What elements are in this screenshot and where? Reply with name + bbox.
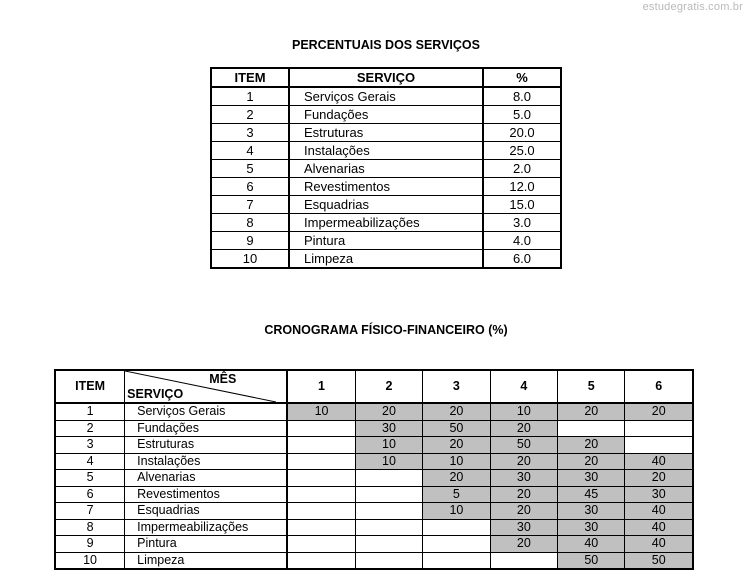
table-row <box>211 106 561 124</box>
schedule-cell-month-1 <box>287 536 355 553</box>
watermark-text: estudegratis.com.br <box>642 1 743 13</box>
table-row <box>211 87 561 106</box>
schedule-row-item: 8 <box>55 519 125 536</box>
schedule-cell-month-2 <box>355 536 422 553</box>
schedule-cell-month-4: 20 <box>490 536 557 553</box>
schedule-cell-month-1 <box>287 519 355 536</box>
schedule-cell-month-5: 30 <box>558 519 625 536</box>
row-percent: 2.0 <box>483 160 561 178</box>
schedule-cell-month-3 <box>423 536 490 553</box>
table-row <box>55 519 693 536</box>
row-percent: 6.0 <box>483 250 561 269</box>
schedule-cell-month-1 <box>287 453 355 470</box>
schedule-cell-month-1 <box>287 552 355 569</box>
schedule-cell-month-6: 20 <box>625 470 693 487</box>
row-service: Instalações <box>289 142 483 160</box>
header-percent: % <box>483 68 561 87</box>
schedule-header-month-service <box>125 370 288 403</box>
schedule-row-service: Revestimentos <box>125 486 288 503</box>
schedule-cell-month-3: 20 <box>423 437 490 454</box>
schedule-cell-month-2: 10 <box>355 453 422 470</box>
row-service: Alvenarias <box>289 160 483 178</box>
schedule-cell-month-5 <box>558 420 625 437</box>
row-service: Esquadrias <box>289 196 483 214</box>
table-row <box>211 232 561 250</box>
row-percent: 8.0 <box>483 87 561 106</box>
schedule-cell-month-4: 20 <box>490 486 557 503</box>
schedule-cell-month-4: 50 <box>490 437 557 454</box>
schedule-cell-month-6: 20 <box>625 403 693 420</box>
schedule-cell-month-3: 20 <box>423 403 490 420</box>
row-percent: 20.0 <box>483 124 561 142</box>
schedule-row-service: Estruturas <box>125 437 288 454</box>
schedule-row-service: Pintura <box>125 536 288 553</box>
schedule-cell-month-3: 10 <box>423 503 490 520</box>
schedule-row-item: 10 <box>55 552 125 569</box>
services-percent-table <box>210 67 562 269</box>
schedule-cell-month-2 <box>355 519 422 536</box>
schedule-row-item: 9 <box>55 536 125 553</box>
schedule-cell-month-6: 40 <box>625 536 693 553</box>
schedule-row-item: 3 <box>55 437 125 454</box>
schedule-row-item: 4 <box>55 453 125 470</box>
header-service-label: SERVIÇO <box>127 387 184 401</box>
schedule-row-service: Esquadrias <box>125 503 288 520</box>
table-row <box>55 403 693 420</box>
schedule-cell-month-3: 5 <box>423 486 490 503</box>
schedule-row-service: Alvenarias <box>125 470 288 487</box>
schedule-cell-month-5: 30 <box>558 503 625 520</box>
schedule-table-body <box>55 403 693 569</box>
schedule-cell-month-5: 30 <box>558 470 625 487</box>
row-item: 7 <box>211 196 289 214</box>
row-percent: 25.0 <box>483 142 561 160</box>
schedule-cell-month-3: 50 <box>423 420 490 437</box>
table-row <box>55 536 693 553</box>
schedule-cell-month-1 <box>287 486 355 503</box>
schedule-cell-month-4: 30 <box>490 519 557 536</box>
row-item: 2 <box>211 106 289 124</box>
row-item: 9 <box>211 232 289 250</box>
table-row <box>211 250 561 269</box>
schedule-cell-month-1 <box>287 420 355 437</box>
row-item: 8 <box>211 214 289 232</box>
schedule-cell-month-1 <box>287 470 355 487</box>
schedule-cell-month-6: 40 <box>625 503 693 520</box>
schedule-cell-month-5: 40 <box>558 536 625 553</box>
schedule-cell-month-4: 30 <box>490 470 557 487</box>
month-header-4: 4 <box>490 370 557 403</box>
schedule-table-header <box>55 370 693 403</box>
row-percent: 15.0 <box>483 196 561 214</box>
row-percent: 5.0 <box>483 106 561 124</box>
table-row <box>211 196 561 214</box>
table-row <box>55 503 693 520</box>
schedule-cell-month-3 <box>423 552 490 569</box>
month-header-2: 2 <box>355 370 422 403</box>
schedule-cell-month-2: 20 <box>355 403 422 420</box>
schedule-cell-month-6: 40 <box>625 453 693 470</box>
services-table-header <box>211 68 561 87</box>
table-row <box>55 552 693 569</box>
schedule-cell-month-2 <box>355 486 422 503</box>
row-percent: 3.0 <box>483 214 561 232</box>
schedule-cell-month-6: 50 <box>625 552 693 569</box>
row-item: 6 <box>211 178 289 196</box>
table-row <box>211 178 561 196</box>
table-row <box>211 142 561 160</box>
schedule-cell-month-4 <box>490 552 557 569</box>
month-header-1: 1 <box>287 370 355 403</box>
table-row <box>55 437 693 454</box>
schedule-table <box>54 369 694 570</box>
month-header-6: 6 <box>625 370 693 403</box>
schedule-cell-month-6: 30 <box>625 486 693 503</box>
schedule-cell-month-4: 10 <box>490 403 557 420</box>
row-item: 4 <box>211 142 289 160</box>
schedule-cell-month-4: 20 <box>490 420 557 437</box>
schedule-row-service: Impermeabilizações <box>125 519 288 536</box>
schedule-cell-month-2 <box>355 470 422 487</box>
schedule-cell-month-5: 45 <box>558 486 625 503</box>
row-service: Pintura <box>289 232 483 250</box>
services-table-title: PERCENTUAIS DOS SERVIÇOS <box>291 38 480 52</box>
row-service: Estruturas <box>289 124 483 142</box>
schedule-cell-month-5: 50 <box>558 552 625 569</box>
schedule-cell-month-2: 30 <box>355 420 422 437</box>
row-service: Revestimentos <box>289 178 483 196</box>
schedule-cell-month-1 <box>287 503 355 520</box>
month-header-5: 5 <box>558 370 625 403</box>
header-service: SERVIÇO <box>289 68 483 87</box>
row-item: 1 <box>211 87 289 106</box>
schedule-cell-month-2 <box>355 552 422 569</box>
schedule-row-item: 1 <box>55 403 125 420</box>
schedule-row-service: Fundações <box>125 420 288 437</box>
schedule-row-service: Serviços Gerais <box>125 403 288 420</box>
services-table-body <box>211 87 561 268</box>
schedule-row-service: Limpeza <box>125 552 288 569</box>
schedule-row-item: 2 <box>55 420 125 437</box>
table-row <box>211 160 561 178</box>
schedule-cell-month-6: 40 <box>625 519 693 536</box>
schedule-cell-month-4: 20 <box>490 503 557 520</box>
table-row <box>55 420 693 437</box>
schedule-row-item: 5 <box>55 470 125 487</box>
schedule-cell-month-5: 20 <box>558 437 625 454</box>
schedule-cell-month-2: 10 <box>355 437 422 454</box>
row-service: Fundações <box>289 106 483 124</box>
schedule-table-title: CRONOGRAMA FÍSICO-FINANCEIRO (%) <box>264 323 508 337</box>
schedule-row-item: 6 <box>55 486 125 503</box>
table-row <box>211 124 561 142</box>
row-service: Impermeabilizações <box>289 214 483 232</box>
schedule-cell-month-6 <box>625 437 693 454</box>
row-service: Limpeza <box>289 250 483 269</box>
schedule-row-item: 7 <box>55 503 125 520</box>
table-row <box>55 486 693 503</box>
row-item: 5 <box>211 160 289 178</box>
schedule-cell-month-1 <box>287 437 355 454</box>
header-month-label: MÊS <box>209 372 237 386</box>
schedule-row-service: Instalações <box>125 453 288 470</box>
table-row <box>55 453 693 470</box>
row-item: 3 <box>211 124 289 142</box>
schedule-cell-month-5: 20 <box>558 453 625 470</box>
schedule-cell-month-3: 20 <box>423 470 490 487</box>
schedule-cell-month-3 <box>423 519 490 536</box>
row-percent: 4.0 <box>483 232 561 250</box>
header-item: ITEM <box>211 68 289 87</box>
month-header-3: 3 <box>423 370 490 403</box>
table-row <box>55 470 693 487</box>
schedule-cell-month-1: 10 <box>287 403 355 420</box>
table-row <box>211 214 561 232</box>
schedule-cell-month-2 <box>355 503 422 520</box>
schedule-cell-month-6 <box>625 420 693 437</box>
schedule-cell-month-5: 20 <box>558 403 625 420</box>
row-service: Serviços Gerais <box>289 87 483 106</box>
schedule-cell-month-3: 10 <box>423 453 490 470</box>
schedule-header-item: ITEM <box>55 370 125 403</box>
row-percent: 12.0 <box>483 178 561 196</box>
row-item: 10 <box>211 250 289 269</box>
schedule-cell-month-4: 20 <box>490 453 557 470</box>
